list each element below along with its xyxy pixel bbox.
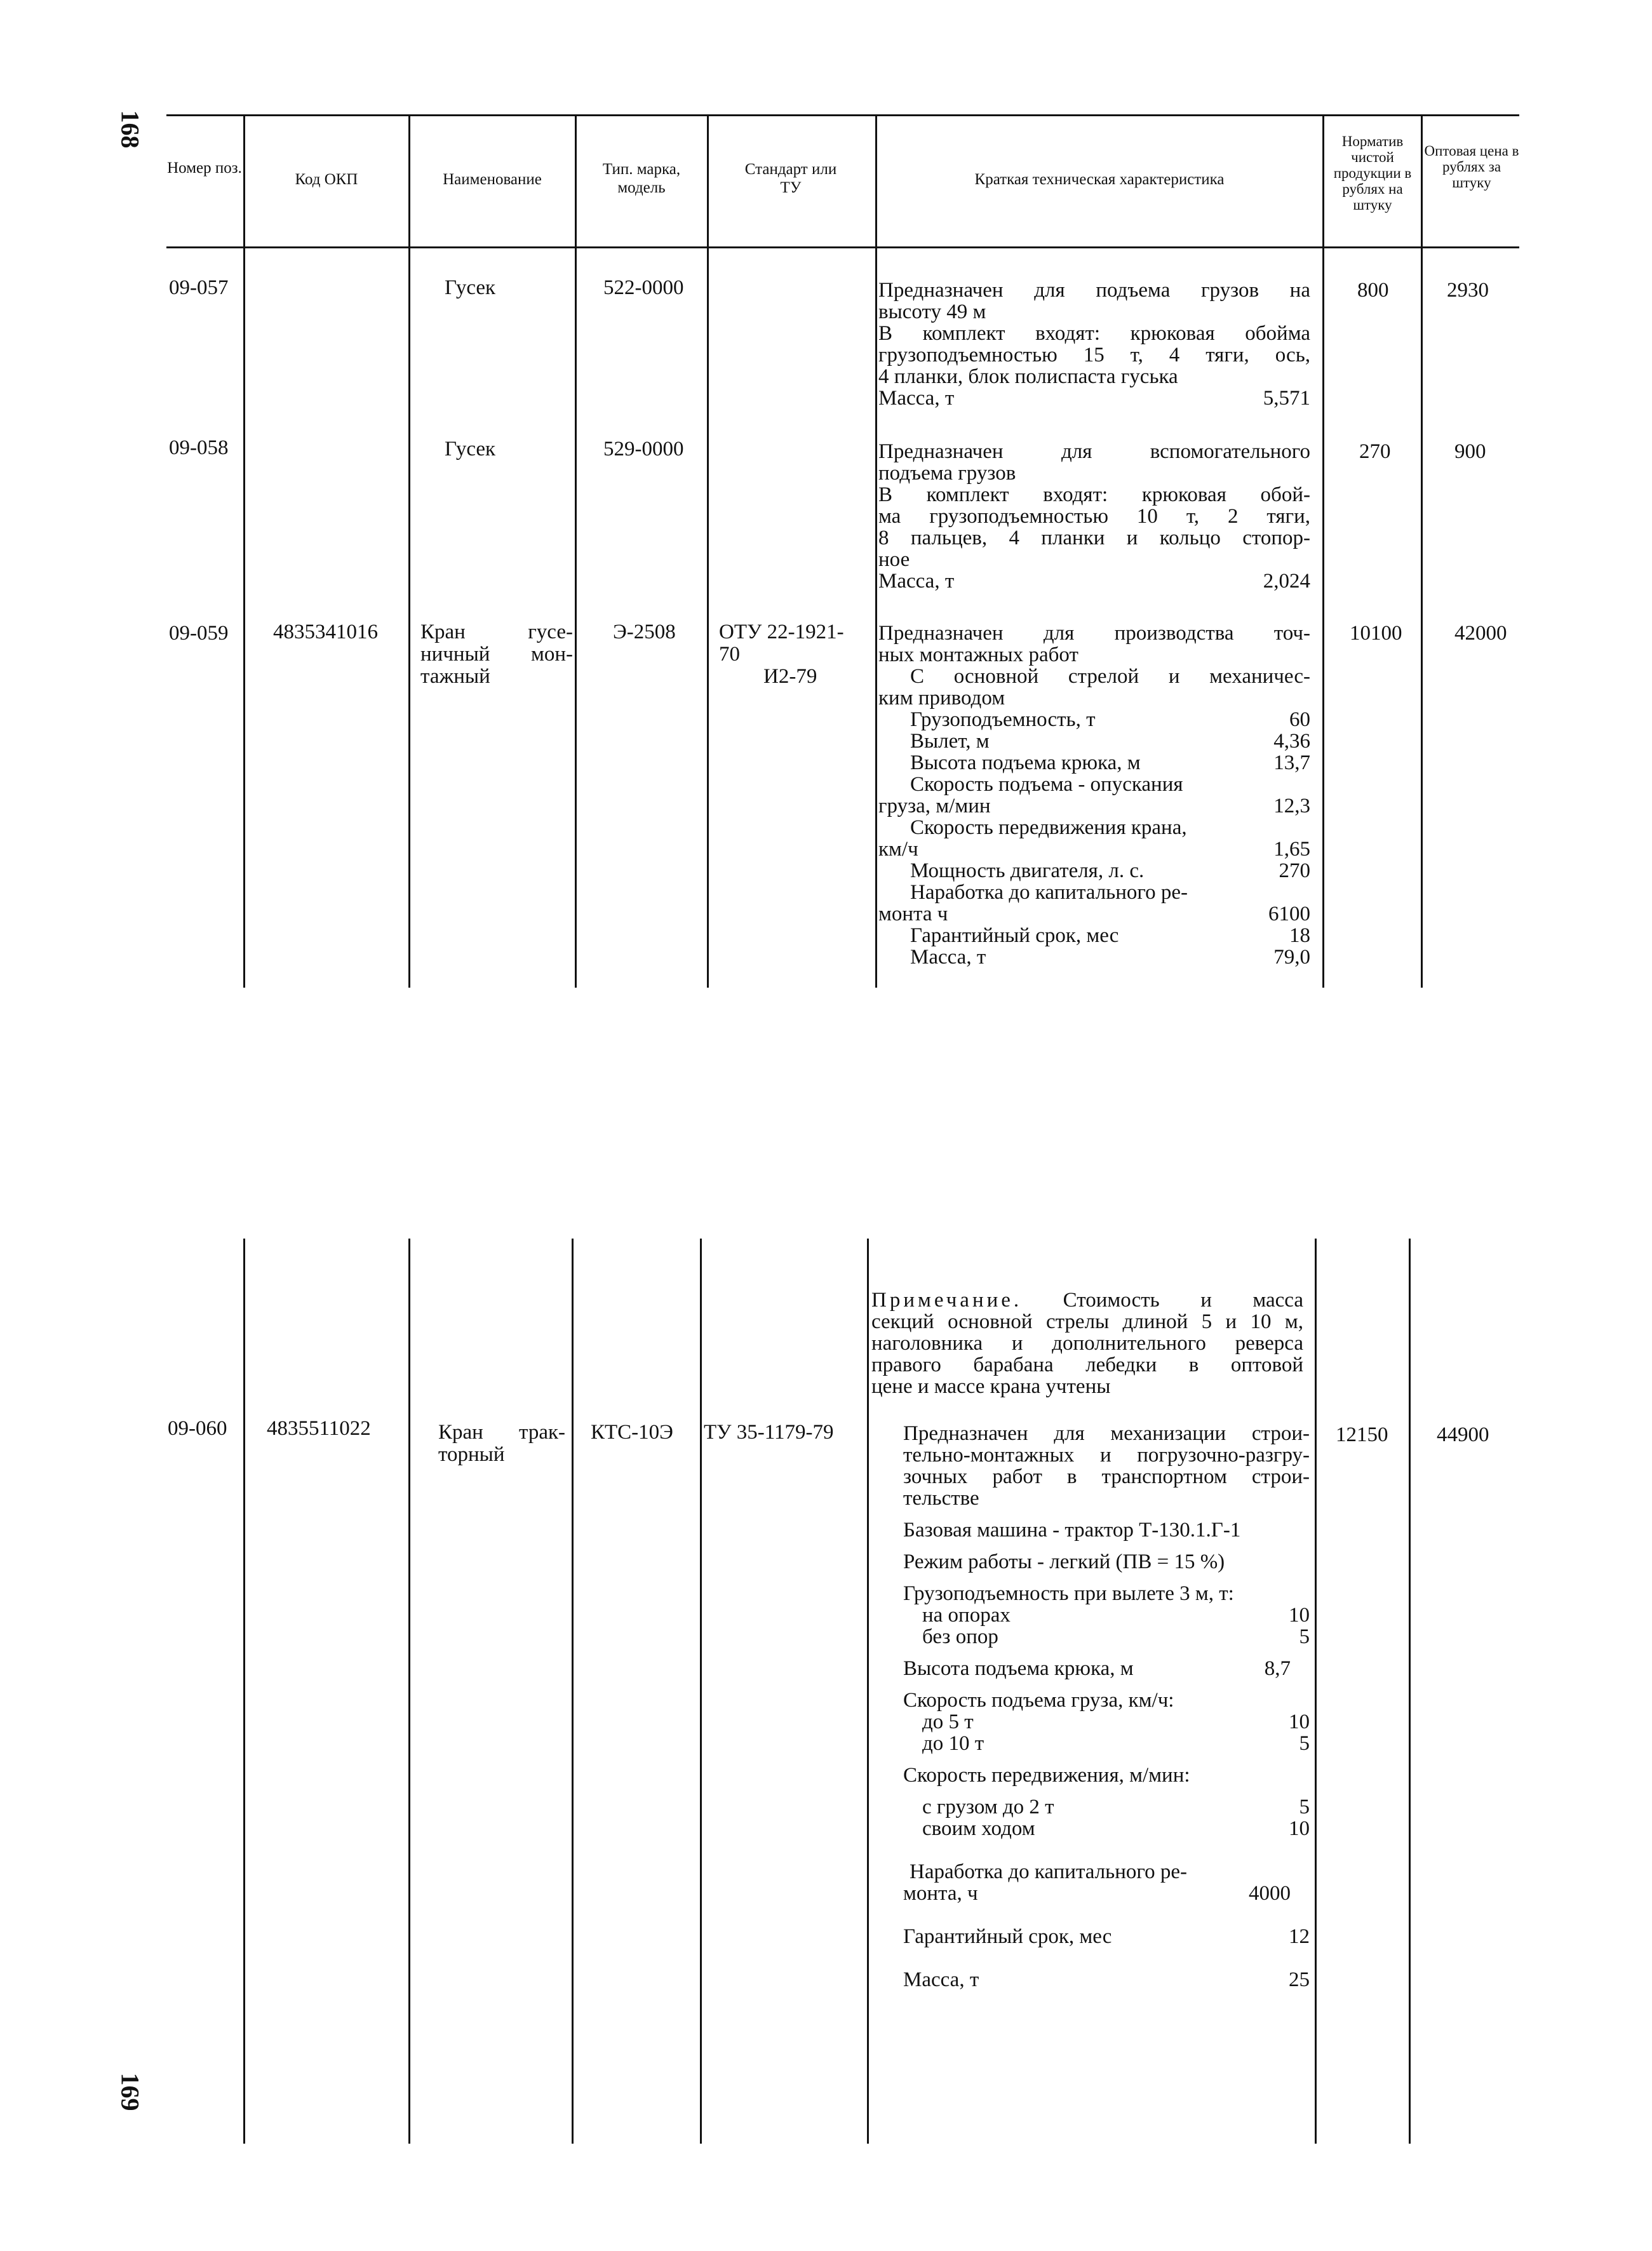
desc-line: грузоподъемностью 15 т, 4 тяги, ось, bbox=[878, 344, 1310, 366]
row-057-norm: 800 bbox=[1357, 279, 1389, 302]
col-divider-4 bbox=[707, 114, 709, 988]
desc-line: зочных работ в транспортном строи- bbox=[903, 1465, 1310, 1488]
desc-line: Скорость передвижения, м/мин: bbox=[903, 1764, 1190, 1787]
row-058-pos: 09-058 bbox=[169, 436, 229, 459]
row-059-pos: 09-059 bbox=[169, 622, 229, 645]
desc-line: тельно-монтажных и погрузочно-разгру- bbox=[903, 1444, 1310, 1467]
desc-line: 4 планки, блок полиспаста гуська bbox=[878, 365, 1178, 388]
row-058-model: 529-0000 bbox=[603, 438, 684, 460]
desc-param: Мощность двигателя, л. с. 270 bbox=[910, 859, 1310, 882]
col-divider-5 bbox=[875, 114, 877, 988]
row-059-description bbox=[878, 622, 1310, 968]
desc-line: Режим работы - легкий (ПВ = 15 %) bbox=[903, 1550, 1225, 1573]
desc-param: с грузом до 2 т 5 bbox=[922, 1796, 1310, 1818]
desc-param: Масса, т 2,024 bbox=[878, 570, 1310, 593]
row-060-standard: ТУ 35-1179-79 bbox=[704, 1421, 834, 1444]
col-divider-1 bbox=[243, 114, 245, 988]
desc-line: Скорость подъема груза, км/ч: bbox=[903, 1689, 1174, 1712]
row-060-norm: 12150 bbox=[1336, 1423, 1388, 1446]
desc-param: на опорах 10 bbox=[922, 1604, 1310, 1627]
col-divider-1b bbox=[243, 1239, 245, 2144]
header-okp: Код ОКП bbox=[295, 171, 358, 188]
note-line: Примечание. Стоимость и масса bbox=[871, 1289, 1304, 1312]
desc-line: Предназначен для вспомогательного bbox=[878, 440, 1310, 463]
row-058-description bbox=[878, 441, 1310, 592]
header-standard: Стандарт или ТУ bbox=[744, 161, 837, 196]
col-divider-2 bbox=[408, 114, 410, 988]
col-divider-6 bbox=[1322, 114, 1324, 988]
desc-param: монта, ч 4000 bbox=[903, 1882, 1291, 1905]
desc-line: Скорость подъема - опускания bbox=[910, 773, 1183, 796]
row-058-name: Гусек bbox=[445, 438, 496, 460]
desc-line: ных монтажных работ bbox=[878, 643, 1078, 666]
page-number-top: 168 bbox=[116, 110, 145, 149]
row-060-description bbox=[903, 1423, 1310, 1991]
row-058-price: 900 bbox=[1454, 440, 1486, 463]
desc-param: км/ч 1,65 bbox=[878, 838, 1310, 861]
desc-line: Наработка до капитального ре- bbox=[910, 881, 1188, 904]
desc-line: 8 пальцев, 4 планки и кольцо стопор- bbox=[878, 527, 1310, 549]
desc-param: Гарантийный срок, мес 18 bbox=[910, 924, 1310, 947]
note-line: правого барабана лебедки в оптовой bbox=[871, 1354, 1303, 1376]
desc-line: ким приводом bbox=[878, 687, 1005, 709]
desc-line: тельстве bbox=[903, 1487, 979, 1510]
row-060-okp: 4835511022 bbox=[267, 1417, 371, 1440]
header-name: Наименование bbox=[443, 171, 542, 188]
desc-line: Предназначен для производства точ- bbox=[878, 622, 1310, 645]
desc-param: Вылет, м 4,36 bbox=[910, 730, 1310, 753]
row-057-model: 522-0000 bbox=[603, 276, 684, 299]
desc-param: без опор 5 bbox=[922, 1625, 1310, 1648]
header-pos: Номер поз. bbox=[167, 159, 242, 177]
col-divider-2b bbox=[408, 1239, 410, 2144]
header-bottom-rule bbox=[166, 246, 1519, 248]
row-060-price: 44900 bbox=[1437, 1423, 1489, 1446]
col-divider-7b bbox=[1409, 1239, 1411, 2144]
col-divider-3 bbox=[575, 114, 577, 988]
desc-param: до 5 т 10 bbox=[922, 1710, 1310, 1733]
row-059-norm: 10100 bbox=[1350, 622, 1402, 645]
page-number-bottom: 169 bbox=[116, 2073, 145, 2111]
row-057-name: Гусек bbox=[445, 276, 496, 299]
row-058-norm: 270 bbox=[1359, 440, 1391, 463]
desc-line: Скорость передвижения крана, bbox=[910, 816, 1187, 839]
header-norm: Норматив чистой продукции в рублях на штуку bbox=[1333, 133, 1412, 213]
note-line: секций основной стрелы длиной 5 и 10 м, bbox=[871, 1310, 1303, 1333]
desc-param: Высота подъема крюка, м 8,7 bbox=[903, 1657, 1291, 1680]
desc-line: ное bbox=[878, 548, 910, 571]
header-price: Оптовая цена в рублях за штуку bbox=[1424, 143, 1519, 191]
row-057-price: 2930 bbox=[1447, 279, 1489, 302]
desc-param: груза, м/мин 12,3 bbox=[878, 795, 1310, 817]
desc-param: Гарантийный срок, мес 12 bbox=[903, 1925, 1310, 1948]
desc-line: Грузоподъемность при вылете 3 м, т: bbox=[903, 1582, 1234, 1605]
row-059-model: Э-2508 bbox=[613, 621, 676, 643]
desc-param: до 10 т 5 bbox=[922, 1732, 1310, 1755]
desc-param: Масса, т 25 bbox=[903, 1968, 1310, 1991]
desc-line: В комплект входят: крюковая обойма bbox=[878, 322, 1310, 345]
col-divider-6b bbox=[1315, 1239, 1317, 2144]
header-model: Тип. марка, модель bbox=[602, 161, 681, 196]
desc-line: В комплект входят: крюковая обой- bbox=[878, 483, 1310, 506]
desc-param: Масса, т 79,0 bbox=[910, 946, 1310, 969]
desc-line: Предназначен для подъема грузов на bbox=[878, 279, 1310, 302]
desc-line: Предназначен для механизации строи- bbox=[903, 1422, 1310, 1445]
note-line: цене и массе крана учтены bbox=[871, 1375, 1111, 1398]
desc-line: подъема грузов bbox=[878, 462, 1016, 485]
row-059-name: Кран гусе- ничный мон- тажный bbox=[420, 621, 573, 688]
desc-line: С основной стрелой и механичес- bbox=[910, 665, 1310, 688]
col-divider-7 bbox=[1421, 114, 1423, 988]
desc-param: монта ч 6100 bbox=[878, 903, 1310, 925]
col-divider-3b bbox=[572, 1239, 574, 2144]
row-059-okp: 4835341016 bbox=[273, 621, 378, 643]
col-divider-4b bbox=[700, 1239, 702, 2144]
desc-line: Базовая машина - трактор Т-130.1.Г-1 bbox=[903, 1519, 1241, 1542]
row-060-name: Кран трак- торный bbox=[438, 1421, 565, 1466]
col-divider-5b bbox=[867, 1239, 869, 2144]
note-line: наголовника и дополнительного реверса bbox=[871, 1332, 1303, 1355]
row-060-note bbox=[871, 1289, 1303, 1397]
desc-param: своим ходом 10 bbox=[922, 1817, 1310, 1840]
desc-line: ма грузоподъемностью 10 т, 2 тяги, bbox=[878, 505, 1310, 528]
row-057-pos: 09-057 bbox=[169, 276, 229, 299]
header-top-rule bbox=[166, 114, 1519, 116]
row-059-price: 42000 bbox=[1454, 622, 1507, 645]
desc-line: Наработка до капитального ре- bbox=[910, 1860, 1187, 1883]
row-059-standard: ОТУ 22-1921- 70 И2-79 bbox=[719, 621, 844, 688]
desc-line: высоту 49 м bbox=[878, 300, 986, 323]
row-057-description bbox=[878, 279, 1310, 409]
row-060-model: КТС-10Э bbox=[591, 1421, 673, 1444]
desc-param: Высота подъема крюка, м 13,7 bbox=[910, 751, 1310, 774]
desc-param: Масса, т 5,571 bbox=[878, 387, 1310, 410]
header-description: Краткая техническая характеристика bbox=[974, 171, 1225, 188]
row-060-pos: 09-060 bbox=[168, 1417, 227, 1440]
desc-param: Грузоподъемность, т 60 bbox=[910, 708, 1310, 731]
